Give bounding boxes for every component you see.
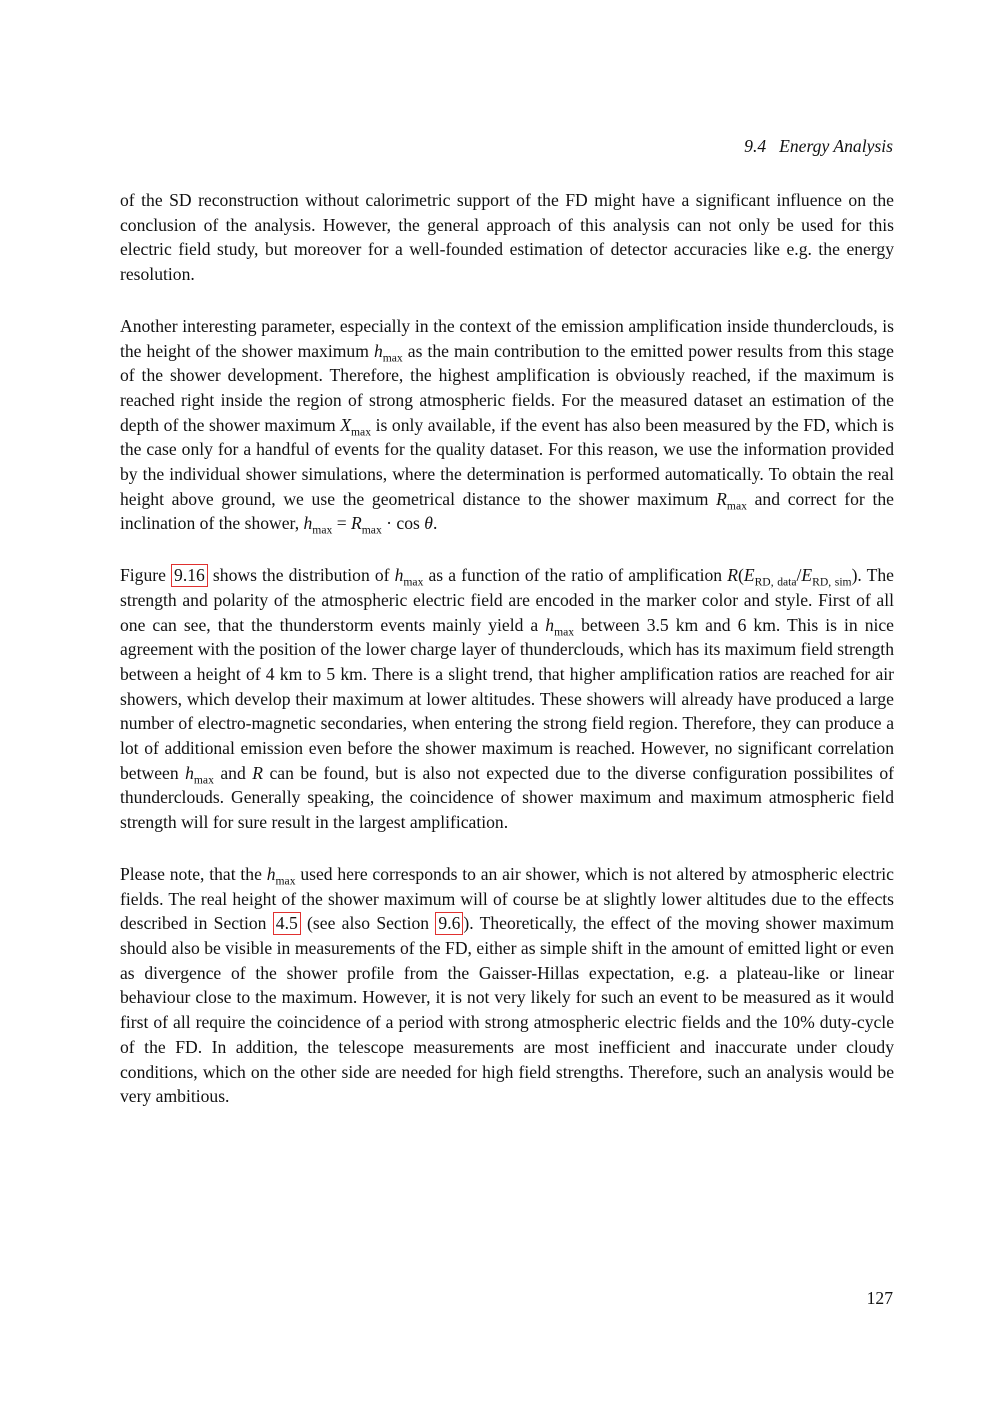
page-body [120, 188, 894, 1109]
math-subscript: max [554, 625, 575, 639]
math-subscript: max [312, 523, 333, 537]
math-subscript: max [351, 425, 372, 439]
math-variable: R [727, 565, 738, 586]
text-run: used here corresponds to an air shower, which is not altered by atmospheric electric fields. The real height of the shower maximum will of course be at slightly lower altitudes due to the effects described in Section [120, 863, 894, 934]
math-variable: E [743, 565, 755, 586]
math-variable: θ [424, 513, 433, 534]
running-header [744, 136, 893, 157]
math-variable: h [185, 762, 194, 783]
math-variable: R [351, 513, 362, 534]
math-variable: E [801, 565, 813, 586]
math-subscript: max [193, 773, 214, 787]
paragraph [120, 563, 894, 835]
math-variable: h [373, 340, 383, 361]
text-run: ). Theoretically, the effect of the moving shower maximum should also be visible in measurements of the FD, either as simple shift in the amount of emitted light or even as divergence of the shower profile from the Gaisser-Hillas expectation, e.g. a plateau-like or linear behaviour close to the maximum. However, it is not very likely for such an event to be measured as it would first of all require the coincidence of a period with strong atmospheric electric fields and the 10% duty-cycle of the FD. In addition, the telescope measurements are most inefficient and inaccurate under cloudy conditions, which on the other side are needed for high field strengths. Therefore, such an analysis would be very ambitious. [120, 913, 895, 1107]
text-run: Figure [120, 565, 172, 586]
math-variable: X [340, 414, 352, 435]
section-ref-link[interactable]: 9.16 [171, 564, 208, 587]
math-subscript: RD, data [754, 575, 797, 589]
text-run: ( [737, 565, 744, 586]
paragraph [120, 862, 894, 1109]
math-variable: R [252, 762, 263, 783]
running-header-section-title: Energy Analysis [779, 136, 893, 156]
text-run: Another interesting parameter, especially in the context of the emission amplification inside thunderclouds, is the height of the shower maximum [120, 315, 894, 361]
math-variable: h [266, 863, 276, 884]
text-run: can be found, but is also not expected due to the diverse configuration possibilites of thunderclouds. Generally speaking, the coincidence of shower maximum and maximum atmospheric field strength will for sure result in the largest amplification. [120, 762, 895, 833]
page-number: 127 [866, 1288, 893, 1308]
text-run: and [213, 762, 253, 783]
text-run: · cos [381, 513, 425, 534]
text-run: / [796, 565, 802, 586]
math-subscript: max [361, 523, 382, 537]
paragraph [120, 188, 894, 287]
math-subscript: max [403, 575, 424, 589]
section-ref-link[interactable]: 4.5 [273, 912, 301, 935]
section-ref-link[interactable]: 9.6 [435, 912, 463, 935]
text-run: (see also Section [300, 913, 436, 934]
math-subscript: max [382, 351, 403, 365]
text-run: shows the distribution of [207, 565, 395, 586]
text-run: = [332, 513, 352, 534]
math-variable: h [394, 565, 404, 586]
text-run: ). The strength and polarity of the atmospheric electric field are encoded in the marker color and style. First of all one can see, that the thunderstorm events mainly yield a [120, 565, 894, 635]
running-header-section-number: 9.4 [744, 136, 767, 156]
text-run: is only available, if the event has also been measured by the FD, which is the case only for a handful of events for the quality dataset. For this reason, we use the information provided by the individual shower simulations, where the determination is performed automatically. To obtain the real height above ground, we use the geometrical distance to the shower maximum [120, 414, 894, 509]
text-run: Please note, that the [120, 863, 267, 884]
text-run: and correct for the inclination of the shower, [120, 488, 894, 534]
text-run: as the main contribution to the emitted power results from this stage of the shower development. Therefore, the highest amplification is obviously reached, if the maximum is reached right inside the region of strong atmospheric fields. For the measured dataset an estimation of the depth of the shower maximum [120, 340, 894, 435]
text-run: between 3.5 km and 6 km. This is in nice agreement with the position of the lower charge layer of thunderclouds, which has its maximum field strength between a height of 4 km to 5 km. There is a slight trend, that higher amplification ratios are reached for air showers, which develop their maximum at lower altitudes. These showers will already have produced a large number of electro-magnetic secondaries, when entering the strong field region. Therefore, they can produce a lot of additional emission even before the shower maximum is reached. However, no significant correlation between [120, 614, 894, 783]
paragraph [120, 314, 894, 536]
text-run: of the SD reconstruction without calorimetric support of the FD might have a significant influence on the conclusion of the analysis. However, the general approach of this analysis can not only be used for this electric field study, but moreover for a well-founded estimation of detector accuracies like e.g. the energy resolution. [120, 190, 894, 285]
math-subscript: max [275, 874, 296, 888]
math-variable: R [716, 488, 727, 509]
math-subscript: max [726, 499, 747, 513]
math-subscript: RD, sim [812, 575, 852, 589]
text-run: . [432, 513, 438, 534]
text-run: as a function of the ratio of amplification [423, 565, 728, 586]
math-variable: h [545, 614, 555, 635]
math-variable: h [303, 513, 313, 534]
